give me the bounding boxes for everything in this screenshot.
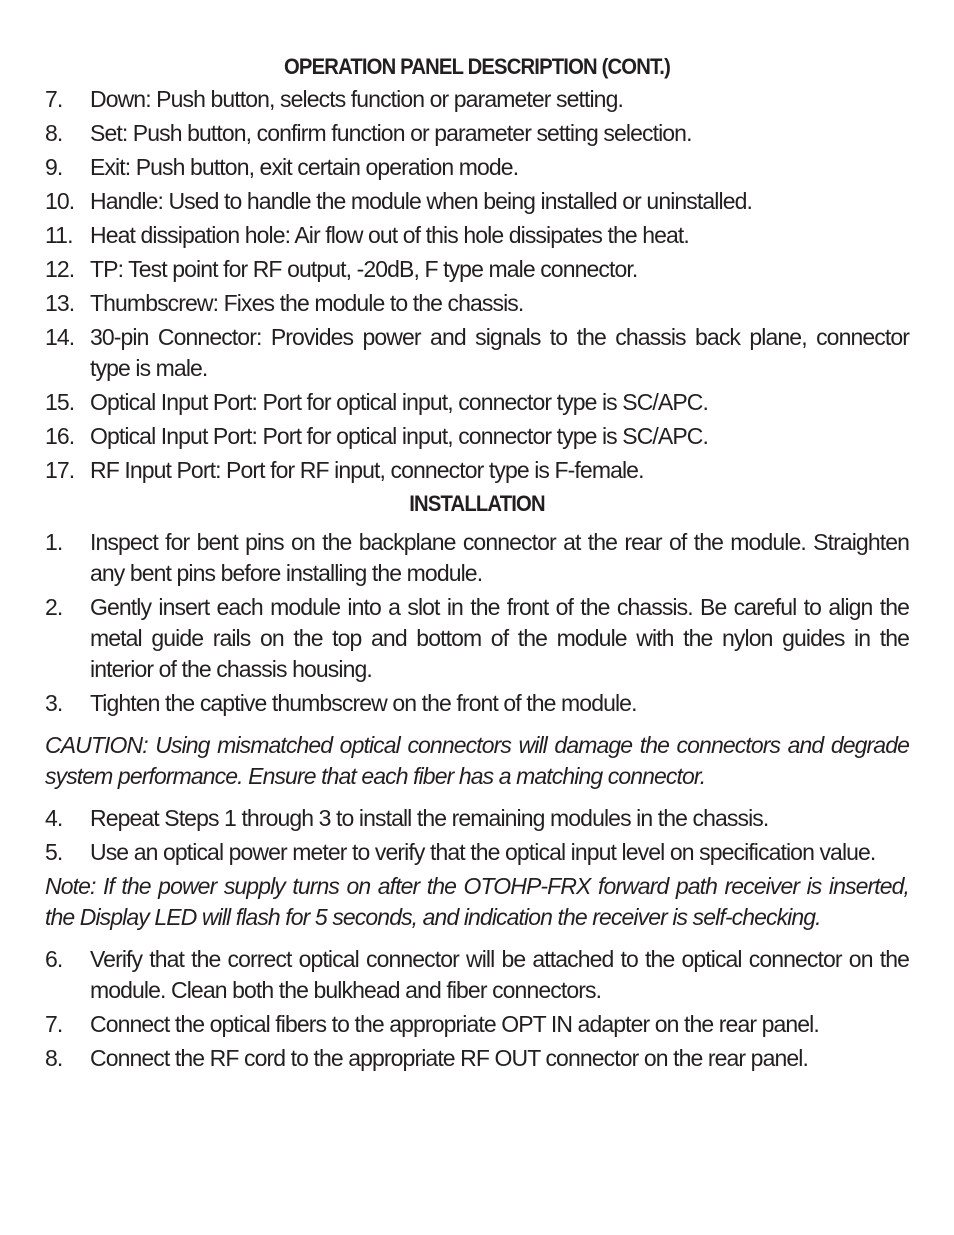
step-text: Verify that the correct optical connector will be attached to the optical connector on the module. Clean both the bulkhead and fiber connectors.	[90, 946, 909, 1003]
item-number: 14.	[45, 324, 75, 350]
installation-steps-1-3	[45, 527, 909, 719]
list-item	[45, 944, 909, 1006]
list-item	[45, 322, 909, 384]
step-text: Connect the RF cord to the appropriate RF OUT connector on the rear panel.	[90, 1045, 808, 1071]
step-number: 3.	[45, 690, 63, 716]
list-item	[45, 220, 909, 251]
item-number: 7.	[45, 86, 63, 112]
step-text: Use an optical power meter to verify that the optical input level on specification value.	[90, 839, 876, 865]
list-item	[45, 288, 909, 319]
item-text: Set: Push button, confirm function or parameter setting selection.	[90, 120, 692, 146]
step-text: Gently insert each module into a slot in the front of the chassis. Be careful to align the metal guide rails on the top and bottom of the module with the nylon guides in the interior of the chassis housing.	[90, 594, 909, 682]
item-text: Thumbscrew: Fixes the module to the chassis.	[90, 290, 524, 316]
item-text: Heat dissipation hole: Air flow out of this hole dissipates the heat.	[90, 222, 689, 248]
list-item	[45, 118, 909, 149]
item-text: Optical Input Port: Port for optical input, connector type is SC/APC.	[90, 423, 708, 449]
operation-panel-list	[45, 84, 909, 486]
list-item	[45, 1009, 909, 1040]
item-number: 9.	[45, 154, 63, 180]
step-number: 5.	[45, 839, 63, 865]
item-text: Exit: Push button, exit certain operation mode.	[90, 154, 519, 180]
list-item	[45, 1043, 909, 1074]
item-text: RF Input Port: Port for RF input, connector type is F-female.	[90, 457, 644, 483]
step-text: Connect the optical fibers to the appropriate OPT IN adapter on the rear panel.	[90, 1011, 819, 1037]
step-number: 6.	[45, 946, 63, 972]
item-number: 12.	[45, 256, 75, 282]
item-text: Optical Input Port: Port for optical input, connector type is SC/APC.	[90, 389, 708, 415]
caution-text: CAUTION: Using mismatched optical connectors will damage the connectors and degrade system performance. Ensure that each fiber has a matching connector.	[45, 732, 909, 789]
step-text: Tighten the captive thumbscrew on the front of the module.	[90, 690, 637, 716]
step-number: 1.	[45, 529, 63, 555]
item-text: Handle: Used to handle the module when being installed or uninstalled.	[90, 188, 752, 214]
step-text: Inspect for bent pins on the backplane connector at the rear of the module. Straighten any bent pins before installing the module.	[90, 529, 909, 586]
list-item	[45, 688, 909, 719]
item-number: 15.	[45, 389, 75, 415]
step-number: 7.	[45, 1011, 63, 1037]
note-text: Note: If the power supply turns on after the OTOHP-FRX forward path receiver is inserted, the Display LED will flash for 5 seconds, and indication the receiver is self-checking.	[45, 873, 909, 930]
step-number: 4.	[45, 805, 63, 831]
manual-page	[45, 50, 909, 1077]
list-item	[45, 455, 909, 486]
step-text: Repeat Steps 1 through 3 to install the remaining modules in the chassis.	[90, 805, 769, 831]
item-text: Down: Push button, selects function or parameter setting.	[90, 86, 623, 112]
item-number: 8.	[45, 120, 63, 146]
installation-steps-4-5	[45, 803, 909, 868]
list-item	[45, 803, 909, 834]
step-number: 2.	[45, 594, 63, 620]
item-number: 10.	[45, 188, 75, 214]
list-item	[45, 254, 909, 285]
list-item	[45, 152, 909, 183]
item-number: 17.	[45, 457, 75, 483]
list-item	[45, 592, 909, 685]
installation-heading: INSTALLATION	[409, 491, 545, 516]
list-item	[45, 421, 909, 452]
item-text: TP: Test point for RF output, -20dB, F type male connector.	[90, 256, 638, 282]
list-item	[45, 84, 909, 115]
item-number: 13.	[45, 290, 75, 316]
operation-panel-heading: OPERATION PANEL DESCRIPTION (CONT.)	[284, 54, 670, 79]
list-item	[45, 387, 909, 418]
item-text: 30-pin Connector: Provides power and signals to the chassis back plane, connector type is male.	[90, 324, 909, 381]
step-number: 8.	[45, 1045, 63, 1071]
list-item	[45, 527, 909, 589]
list-item	[45, 837, 909, 868]
item-number: 16.	[45, 423, 75, 449]
list-item	[45, 186, 909, 217]
item-number: 11.	[45, 222, 73, 248]
installation-steps-6-8	[45, 944, 909, 1074]
